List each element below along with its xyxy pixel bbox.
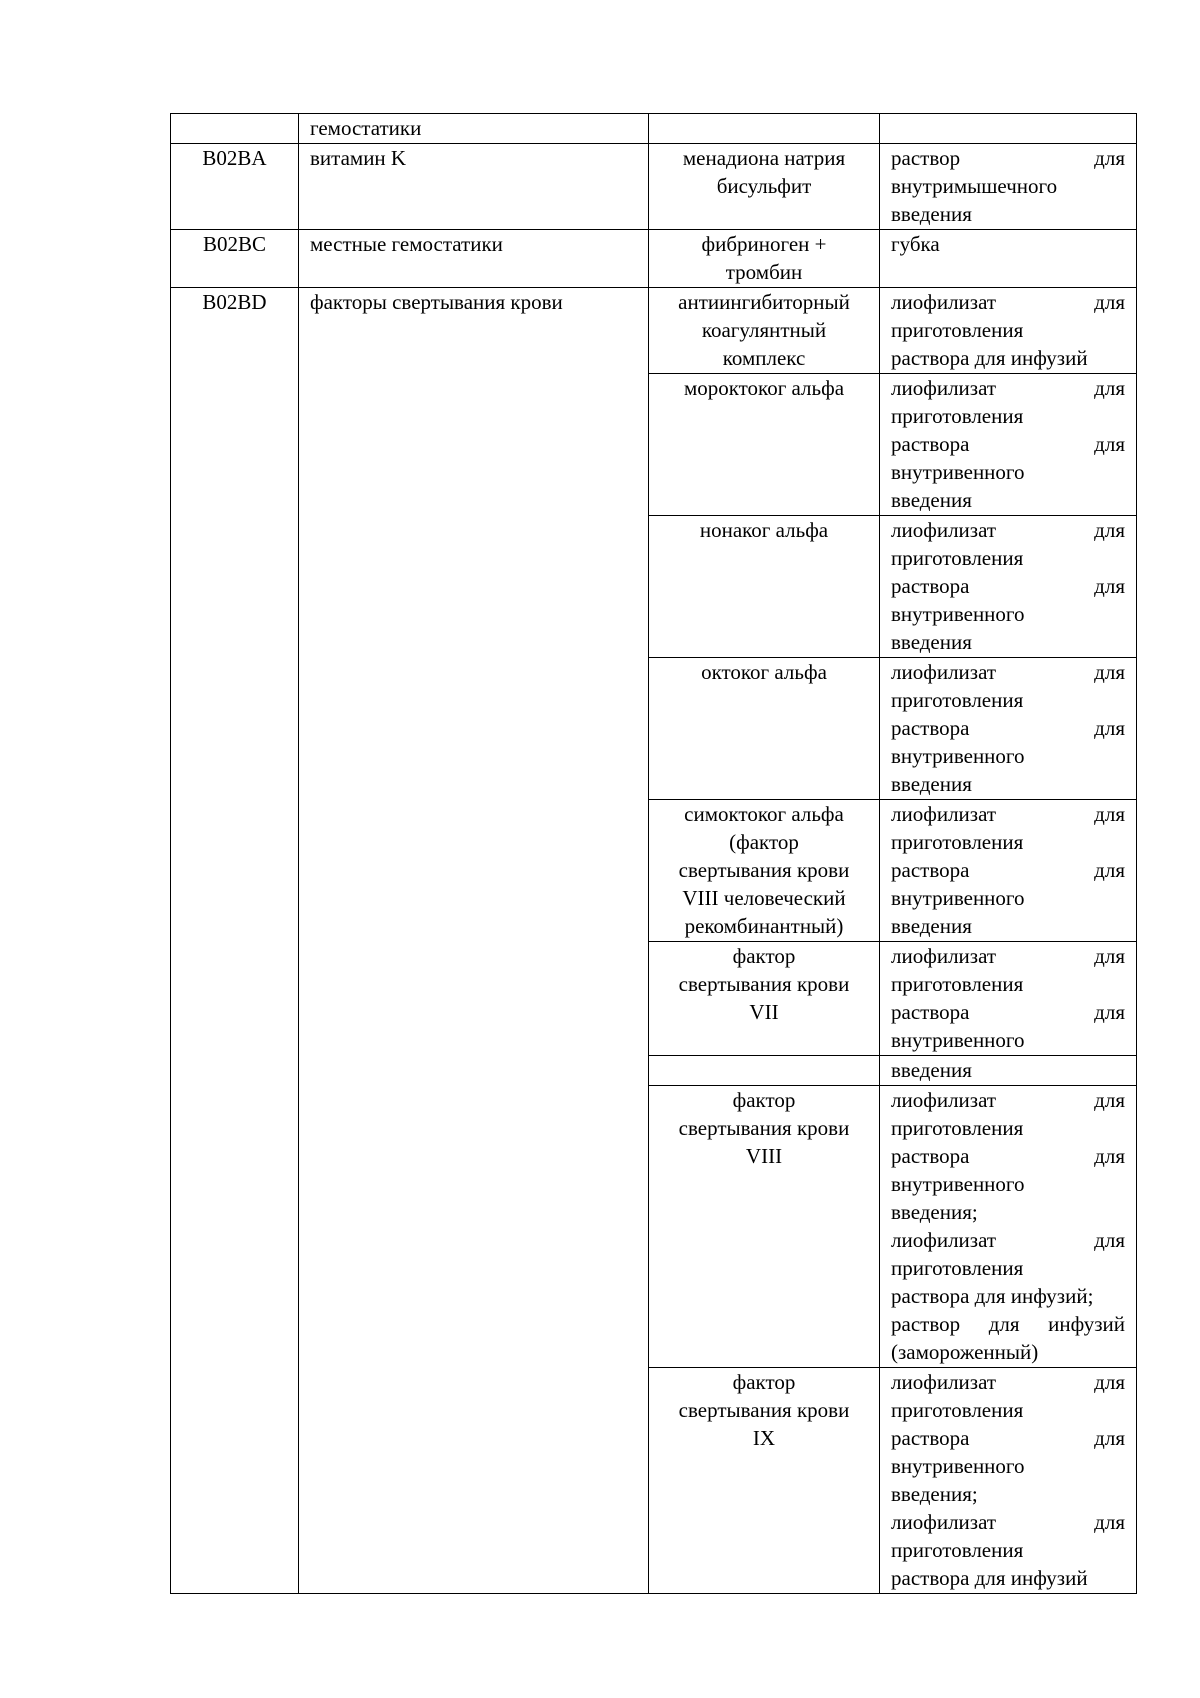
dosage-form-cell — [880, 114, 1137, 144]
drug-name-line: свертывания крови — [678, 1398, 850, 1422]
drug-name-line: тромбин — [725, 260, 803, 284]
dosage-form-line: приготовления — [891, 546, 1024, 570]
dosage-form-line: приготовления — [891, 830, 1024, 854]
drug-name-line: мороктоког альфа — [683, 376, 845, 400]
drug-name-line: менадиона натрия — [682, 146, 846, 170]
drug-name-line: фактор — [732, 1370, 796, 1394]
dosage-form-cell — [880, 1086, 1137, 1368]
dosage-form-cell — [880, 374, 1137, 516]
dosage-form-line: лиофилизат для — [891, 944, 1125, 968]
dosage-form-line: приготовления — [891, 1398, 1024, 1422]
dosage-form-cell — [880, 658, 1137, 800]
dosage-form-cell — [880, 516, 1137, 658]
dosage-form-line: раствора для инфузий — [891, 1566, 1088, 1590]
drug-name-line: VIII — [745, 1144, 783, 1168]
dosage-form-line: раствора для — [891, 432, 1125, 456]
dosage-form-cell — [880, 1368, 1137, 1594]
atc-code-cell: B02BA — [171, 144, 299, 230]
dosage-form-cell — [880, 1056, 1137, 1086]
dosage-form-line: (замороженный) — [891, 1340, 1039, 1364]
dosage-form-line: лиофилизат для — [891, 1370, 1125, 1394]
dosage-form-line: лиофилизат для — [891, 376, 1125, 400]
drug-name-line: VIII человеческий — [682, 886, 846, 910]
table-row — [171, 230, 1137, 288]
drug-name-line: фактор — [732, 1088, 796, 1112]
dosage-form-cell — [880, 144, 1137, 230]
drug-name-cell — [649, 288, 880, 374]
dosage-form-line: внутривенного — [891, 886, 1025, 910]
dosage-form-line: лиофилизат для — [891, 660, 1125, 684]
dosage-form-line: приготовления — [891, 1116, 1024, 1140]
dosage-form-line: введения — [891, 202, 972, 226]
dosage-form-line: лиофилизат для — [891, 1228, 1125, 1252]
drug-name-line: свертывания крови — [678, 858, 850, 882]
drug-name-cell — [649, 516, 880, 658]
dosage-form-line: внутривенного — [891, 744, 1025, 768]
dosage-form-line: раствора для — [891, 858, 1125, 882]
table-row — [171, 144, 1137, 230]
drug-name-line: антиингибиторный — [678, 290, 850, 314]
dosage-form-line: введения — [891, 772, 972, 796]
drug-name-line: коагулянтный — [701, 318, 827, 342]
dosage-form-line: лиофилизат для — [891, 1510, 1125, 1534]
dosage-form-line: раствора для инфузий — [891, 346, 1088, 370]
atc-code-cell: B02BC — [171, 230, 299, 288]
dosage-form-line: внутривенного — [891, 602, 1025, 626]
dosage-form-line: введения — [891, 488, 972, 512]
drug-name-line: фибриноген + — [701, 232, 827, 256]
dosage-form-line: введения — [891, 914, 972, 938]
drug-name-line: свертывания крови — [678, 972, 850, 996]
drug-name-cell — [649, 114, 880, 144]
drug-name-cell — [649, 230, 880, 288]
dosage-form-cell — [880, 288, 1137, 374]
group-cell: местные гемостатики — [299, 230, 649, 288]
dosage-form-line: приготовления — [891, 404, 1024, 428]
dosage-form-line: внутримышечного — [891, 174, 1058, 198]
table-body — [171, 114, 1137, 1594]
table-row — [171, 288, 1137, 374]
dosage-form-line: раствор для инфузий — [891, 1312, 1125, 1336]
drug-name-line: IX — [752, 1426, 776, 1450]
drug-name-line: рекомбинантный) — [684, 914, 844, 938]
drug-name-cell — [649, 1056, 880, 1086]
dosage-form-line: введения; — [891, 1200, 978, 1224]
group-cell: факторы свертывания крови — [299, 288, 649, 1594]
dosage-form-line: раствора для — [891, 1144, 1125, 1168]
drug-name-line: комплекс — [722, 346, 806, 370]
dosage-form-line: раствора для — [891, 1000, 1125, 1024]
group-cell: гемостатики — [299, 114, 649, 144]
dosage-form-line: лиофилизат для — [891, 802, 1125, 826]
dosage-form-line: лиофилизат для — [891, 290, 1125, 314]
dosage-form-line: приготовления — [891, 688, 1024, 712]
table-row — [171, 114, 1137, 144]
dosage-form-line: губка — [891, 232, 940, 256]
dosage-form-line: внутривенного — [891, 1172, 1025, 1196]
dosage-form-line: внутривенного — [891, 1454, 1025, 1478]
drug-name-line: (фактор — [729, 830, 799, 854]
drug-name-line: VII — [749, 1000, 779, 1024]
dosage-form-line: раствора для — [891, 1426, 1125, 1450]
drug-name-cell — [649, 374, 880, 516]
dosage-form-line: раствор для — [891, 146, 1125, 170]
dosage-form-line: раствора для — [891, 574, 1125, 598]
drug-name-line: симоктоког альфа — [684, 802, 844, 826]
dosage-form-line: приготовления — [891, 1256, 1024, 1280]
drug-name-line: бисульфит — [716, 174, 812, 198]
dosage-form-line: внутривенного — [891, 460, 1025, 484]
dosage-form-line: лиофилизат для — [891, 518, 1125, 542]
dosage-form-line: приготовления — [891, 972, 1024, 996]
dosage-form-line: внутривенного — [891, 1028, 1025, 1052]
dosage-form-cell — [880, 230, 1137, 288]
drug-name-cell — [649, 1086, 880, 1368]
dosage-form-line: лиофилизат для — [891, 1088, 1125, 1112]
dosage-form-line: приготовления — [891, 1538, 1024, 1562]
drug-name-line: октоког альфа — [701, 660, 827, 684]
dosage-form-line: раствора для инфузий; — [891, 1284, 1094, 1308]
drug-name-cell — [649, 942, 880, 1056]
dosage-form-cell — [880, 800, 1137, 942]
drug-name-line: нонаког альфа — [699, 518, 829, 542]
drug-table — [170, 113, 1137, 1594]
drug-name-cell — [649, 800, 880, 942]
group-cell: витамин K — [299, 144, 649, 230]
atc-code-cell — [171, 114, 299, 144]
drug-name-line: свертывания крови — [678, 1116, 850, 1140]
dosage-form-line: введения — [891, 1058, 972, 1082]
dosage-form-line: раствора для — [891, 716, 1125, 740]
dosage-form-line: введения — [891, 630, 972, 654]
dosage-form-line: приготовления — [891, 318, 1024, 342]
drug-name-cell — [649, 658, 880, 800]
drug-name-cell — [649, 144, 880, 230]
drug-name-line: фактор — [732, 944, 796, 968]
dosage-form-line: введения; — [891, 1482, 978, 1506]
atc-code-cell: B02BD — [171, 288, 299, 1594]
drug-name-cell — [649, 1368, 880, 1594]
dosage-form-cell — [880, 942, 1137, 1056]
